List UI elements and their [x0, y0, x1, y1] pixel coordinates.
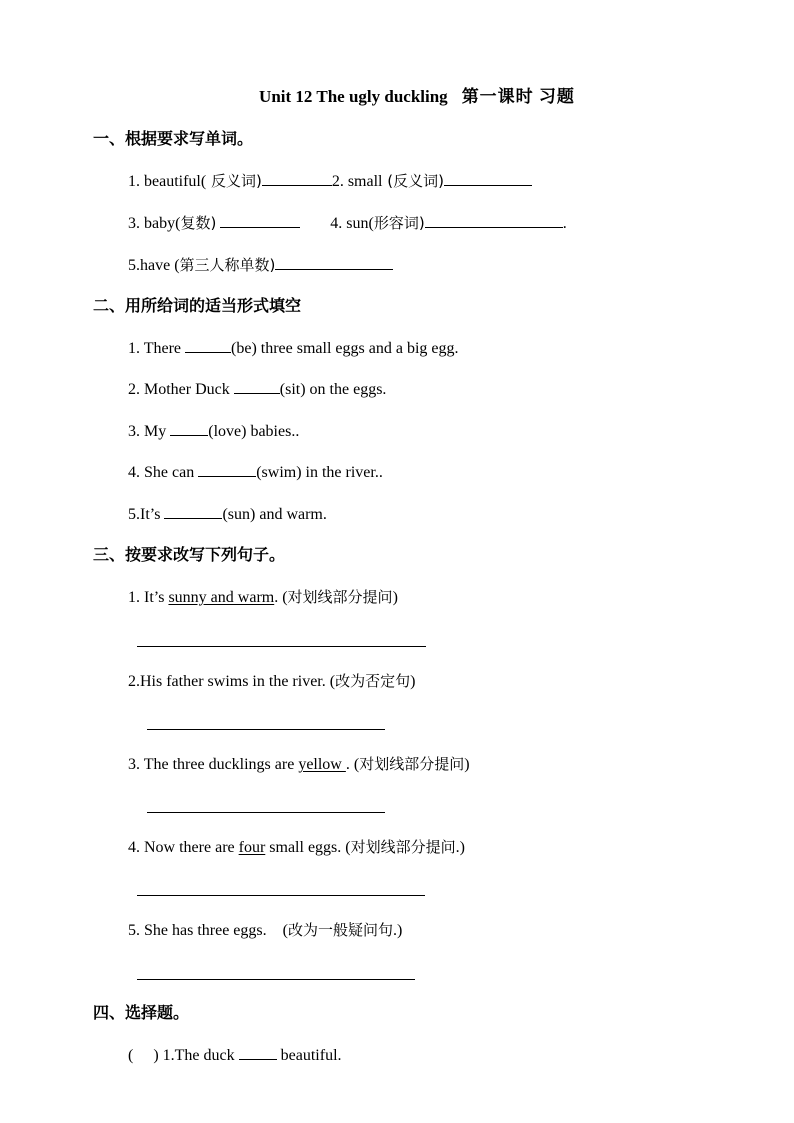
- answer-blank[interactable]: [444, 171, 532, 186]
- section-3-question-2: 2.His father swims in the river. (改为否定句): [128, 672, 416, 690]
- section-2-question-2: 2. Mother Duck (sit) on the eggs.: [128, 381, 387, 398]
- section-3-question-5: 5. She has three eggs. (改为一般疑问句.): [128, 921, 403, 939]
- answer-blank[interactable]: [262, 171, 332, 186]
- answer-blank[interactable]: [164, 504, 222, 519]
- answer-line[interactable]: [137, 895, 425, 896]
- underlined-phrase: sunny and warm: [168, 589, 275, 606]
- answer-blank[interactable]: [170, 421, 208, 436]
- answer-blank[interactable]: [185, 338, 231, 353]
- answer-line[interactable]: [147, 729, 385, 730]
- section-3-question-1: 1. It’s sunny and warm. (对划线部分提问): [128, 588, 398, 606]
- section-2-question-5: 5.It’s (sun) and warm.: [128, 506, 327, 523]
- answer-blank[interactable]: [275, 255, 393, 270]
- answer-line[interactable]: [137, 646, 426, 647]
- section-2-heading: 二、用所给词的适当形式填空: [93, 296, 302, 315]
- title-english: Unit 12 The ugly duckling: [259, 87, 448, 106]
- answer-blank[interactable]: [425, 213, 563, 228]
- section-1-question-3-4: 3. baby(复数) 4. sun(形容词) .: [128, 214, 567, 232]
- answer-line[interactable]: [137, 979, 415, 980]
- answer-line[interactable]: [147, 812, 385, 813]
- section-1-heading: 一、根据要求写单词。: [93, 129, 254, 148]
- underlined-phrase: four: [238, 839, 266, 856]
- section-2-question-3: 3. My (love) babies..: [128, 423, 300, 440]
- page-title: [0, 87, 794, 107]
- section-4-heading: 四、选择题。: [93, 1003, 190, 1022]
- answer-blank[interactable]: [198, 462, 256, 477]
- section-3-question-4: 4. Now there are four small eggs. (对划线部分提问.): [128, 838, 465, 856]
- answer-blank[interactable]: [234, 379, 280, 394]
- underlined-phrase: yellow: [298, 756, 346, 773]
- section-3-heading: 三、按要求改写下列句子。: [93, 545, 286, 564]
- section-3-question-3: 3. The three ducklings are yellow . (对划线部分提问): [128, 755, 470, 773]
- section-4-question-1: ( ) 1.The duck beautiful.: [128, 1047, 342, 1064]
- answer-blank[interactable]: [220, 213, 300, 228]
- section-1-question-5: 5.have (第三人称单数): [128, 255, 393, 276]
- title-chinese: 第一课时 习题: [461, 87, 575, 106]
- section-1-question-1-2: 1. beautiful( 反义词) 2. small (反义词): [128, 171, 532, 192]
- answer-blank[interactable]: [239, 1045, 277, 1060]
- section-2-question-1: 1. There (be) three small eggs and a big egg.: [128, 340, 459, 357]
- section-2-question-4: 4. She can (swim) in the river..: [128, 464, 383, 481]
